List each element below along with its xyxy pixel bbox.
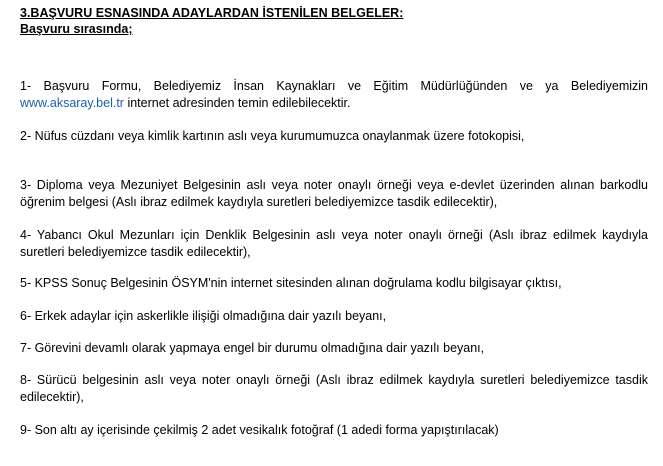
list-item: 7- Görevini devamlı olarak yapmaya engel bir durumu olmadığına dair yazılı beyanı, [20,341,485,355]
list-item: 6- Erkek adaylar için askerlikle ilişiği olmadığına dair yazılı beyanı, [20,309,387,323]
list-item: 9- Son altı ay içerisinde çekilmiş 2 adet vesikalık fotoğraf (1 adedi forma yapıştırılacak) [20,423,499,437]
list-item: 3- Diploma veya Mezuniyet Belgesinin aslı veya noter onaylı örneği veya e-devlet üzerinden alınan barkodlu öğrenim belgesi (Aslı ibraz edilmek kaydıyla suretleri belediyemizce tasdik edilecektir), [20,178,648,209]
item-text: 1- Başvuru Formu, Belediyemiz İnsan Kaynakları ve Eğitim Müdürlüğünden ve ya Belediyemizin [20,79,648,93]
website-link[interactable]: www.aksaray.bel.tr [20,96,124,110]
list-item: 5- KPSS Sonuç Belgesinin ÖSYM'nin internet sitesinden alınan doğrulama kodlu bilgisayar çıktısı, [20,276,562,290]
list-item [20,78,648,112]
list-item: 8- Sürücü belgesinin aslı veya noter onaylı örneği (Aslı ibraz edilmek kaydıyla suretleri belediyemizce tasdik edilecektir), [20,373,648,404]
item-text: internet adresinden temin edilebilecektir. [123,96,351,110]
section-subheading: Başvuru sırasında; [20,22,133,36]
list-item: 4- Yabancı Okul Mezunları için Denklik Belgesinin aslı veya noter onaylı örneği (Aslı ibraz edilmek kaydıyla suretleri belediyemizce tasdik edilecektir), [20,228,648,259]
section-heading: 3.BAŞVURU ESNASINDA ADAYLARDAN İSTENİLEN BELGELER: [20,6,404,20]
list-item: 2- Nüfus cüzdanı veya kimlik kartının aslı veya kurumumuzca onaylanmak üzere fotokopisi, [20,129,525,143]
